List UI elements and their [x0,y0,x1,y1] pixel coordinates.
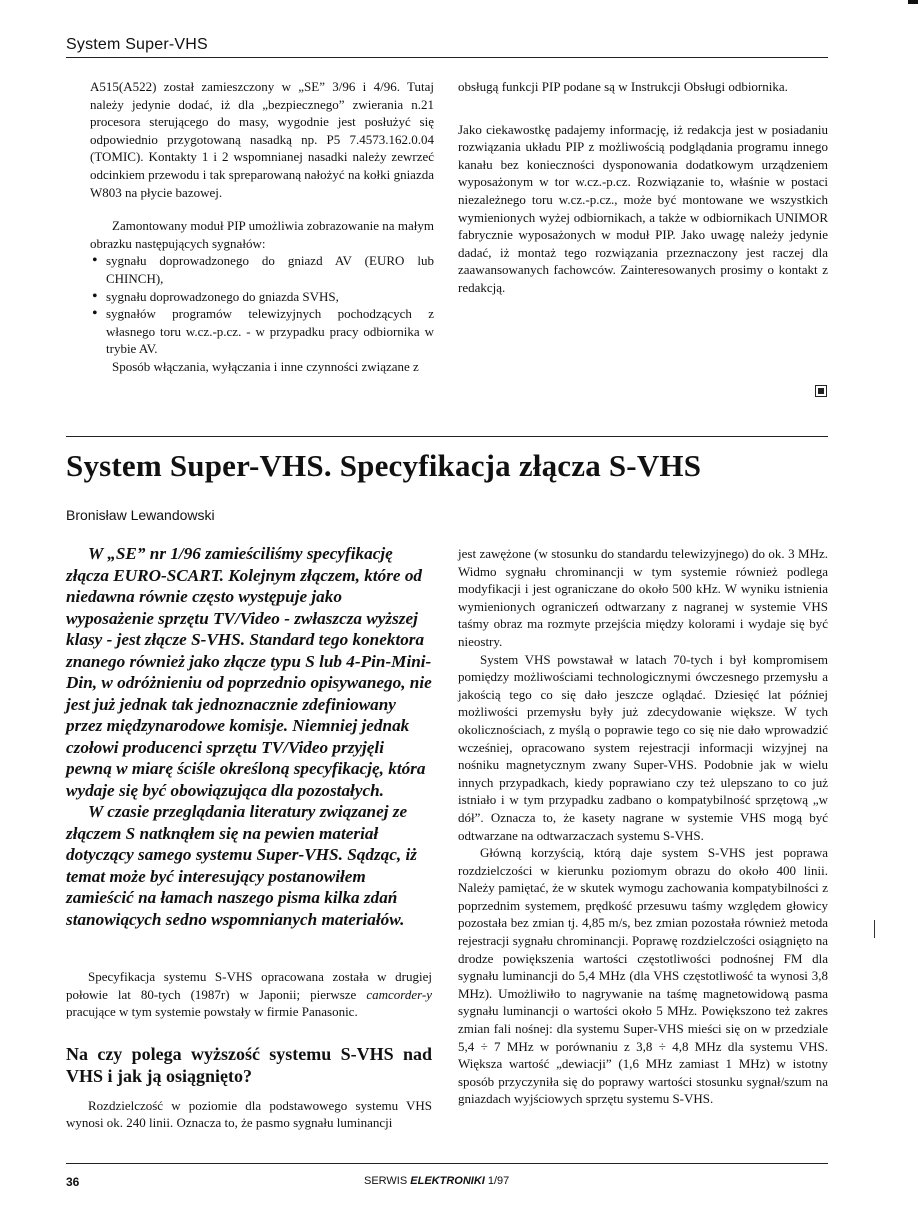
article-title: System Super-VHS. Specyfikacja złącza S-VHS [66,448,702,483]
magazine-prefix: SERWIS [364,1175,411,1187]
list-item: • sygnału doprowadzonego do gniazd AV (EURO lub CHINCH), [104,252,434,287]
intro-italic-term: camcorder-y [366,986,432,1002]
issue-number: 1/97 [484,1175,510,1187]
intro-text: Specyfikacja systemu S-VHS opracowana została w drugiej połowie lat 80-tych (1987r) w Japonii; pierwsze [66,969,432,1002]
paragraph: Zamontowany moduł PIP umożliwia zobrazowanie na małym obrazku następujących sygnałów: [90,218,434,251]
body-right-column [458,545,828,1108]
footer-divider [66,1163,828,1164]
paragraph: Jako ciekawostkę padajemy informację, iż redakcja jest w posiadaniu rozwiązania układu PIP z możliwością podglądania programu innego kanału bez konieczności dysponowania dodatkowym urządzeniem wyposażonym w tor w.cz.-p.cz. Rozwiązanie to, właśnie w postaci niezależnego toru w.cz.-p.cz., może być montowane we wszystkich wymienionych wyżej odbiornikach, a także w odbiornikach UNIMOR fabrycznie wyposażonych w moduł PIP. Jako uwagę należy jedynie dadać, iż montaż tego rozwiązania przeznaczony jest raczej dla zaawansowanych fachowców. Zainteresowanych prosimy o kontakt z redakcją. [458,121,828,295]
paragraph: A515(A522) został zamieszczony w „SE” 3/96 i 4/96. Tutaj należy jedynie dodać, iż dla „bezpiecznego” zwierania n.21 procesora sterującego do masy, wygodnie jest posłużyć się odpowiednio przygotowaną nasadką np. P5 7.4573.162.0.04 (TOMIC). Kontakty 1 i 2 wspomnianej nasadki należy zewrzeć odcinkiem przewodu i tak spreparowaną nałożyć na kołki gniazda W803 na płycie bazowej. [90,79,434,200]
intro-text-end: pracujące w tym systemie powstały w firmie Panasonic. [66,1004,358,1020]
page-number: 36 [66,1175,80,1189]
margin-mark [874,920,875,938]
author-name: Bronisław Lewandowski [66,507,215,523]
top-left-column [90,78,434,376]
magazine-issue [364,1175,509,1187]
section-divider [66,436,828,437]
list-item: • sygnału doprowadzonego do gniazda SVHS, [104,288,434,306]
paragraph: Sposób włączania, wyłączania i inne czynności związane z [112,358,419,374]
subheading: Na czy polega wyższość systemu S-VHS nad VHS i jak ją osiągnięto? [66,1043,432,1086]
paragraph: Główną korzyścią, którą daje system S-VHS jest poprawa rozdzielczości w kierunku poziomym obrazu do około 400 linii. Należy pamiętać, że w skutek wymogu zachowania kompatybilności z poprzednim systemem, prędkość przesuwu taśmy względem głowicy pozostała bez zmian tj. 4,85 m/s, bez zmian pozostała również metoda rejestracji sygnału chrominancji. Poprawę rozdzielczości osiągnięto na drodze powiększenia wartości częstotliwości podnośnej FM dla sygnału luminancji do 5,4 MHz (dla VHS częstotliwość ta wynosi 3,8 MHz). Umożliwiło to nagrywanie na taśmę magnetowidową pasma sygnału luminancji o wartości około 5 MHz. Powiększono też zakres zmian fali nośnej: dla systemu Super-VHS mieści się on w przedziale 5,4 ÷ 7 MHz w porównaniu z 3,8 ÷ 4,8 MHz dla systemu VHS. Większa wartość „dewiacji” (1,6 MHz zamiast 1 MHz) w istotny sposób przyczyniła się do poprawy wartości stosunku sygnał/szum na gniazdach wyjściowych sprzętu systemu S-VHS. [458,845,828,1107]
lead-paragraph: W czasie przeglądania literatury związanej ze złączem S natknąłem się na pewien materiał dotyczący samego systemu Super-VHS. Sądząc, iż temat może być interesujący postanowiłem zamieścić na łamach naszego pisma kilka zdań stanowiących sedno wspomnianych materiałów. [66,802,417,929]
paragraph: jest zawężone (w stosunku do standardu telewizyjnego) do ok. 3 MHz. Widmo sygnału chrominancji w tym systemie również podlega modyfikacji i jest ograniczane do około 500 kHz. W wyniku istnienia wymienionych ograniczeń odtwarzany z nagranej w systemie VHS taśmy obraz ma rozmyte przejścia między kolorami i wydaje się być nieostry. [458,546,828,649]
lead-paragraph: W „SE” nr 1/96 zamieściliśmy specyfikację złącza EURO-SCART. Kolejnym złączem, które od niedawna równie często występuje jako wyposażenie sprzętu TV/Video - zwłaszcza wyższej klasy - jest złącze S-VHS. Standard tego konektora znanego również jako złącze typu S lub 4-Pin-Mini-Din, w odróżnieniu od poprzednio opisywanego, nie jest już jednak tak jednoznacznie zdefiniowany przez międzynarodowe komisje. Niemniej jednak czołowi producenci sprzętu TV/Video przyjęli pewną w miarę ściśle określoną specyfikację, która wydaje się być obowiązująca dla pozostałych. [66,544,432,800]
scan-edge-mark [908,0,918,4]
paragraph: System VHS powstawał w latach 70-tych i był kompromisem pomiędzy możliwościami technologicznymi ówczesnego przemysłu a jakością tego co się dało jeszcze oglądać. Dziesięć lat później możliwości przemysłu były już zdecydowanie większe. W tych okolicznościach, z myślą o poprawie tego co się nie dało wprowadzić wcześniej, opracowano system rejestracji informacji wizyjnej na nośniku magnetycznym zwany Super-VHS. Podobnie jak w wielu innych przypadkach, kiedy poprawiano czy też ulepszano to co już istniało i w tym przypadku zadbano o kompatybilność sprzętową „w dół”. Oznacza to, że kasety nagrane w systemie VHS mogą być odtwarzane na odtwarzaczach systemu S-VHS. [458,651,828,843]
header-divider [66,57,828,58]
paragraph: obsługą funkcji PIP podane są w Instrukcji Obsługi odbiornika. [458,79,788,94]
signal-list [90,252,434,358]
top-right-column [458,78,828,297]
lead-paragraphs [66,543,432,930]
intro-paragraph [66,968,432,1021]
end-of-article-icon [815,385,827,397]
body-left-column [66,968,432,1132]
running-header: System Super-VHS [66,36,208,53]
paragraph: Rozdzielczość w poziomie dla podstawowego systemu VHS wynosi ok. 240 linii. Oznacza to, że pasmo sygnału luminancji [66,1097,432,1131]
magazine-brand: ELEKTRONIKI [410,1175,485,1187]
list-item: • sygnałów programów telewizyjnych pochodzących z własnego toru w.cz.-p.cz. - w przypadku pracy odbiornika w trybie AV. [104,305,434,358]
